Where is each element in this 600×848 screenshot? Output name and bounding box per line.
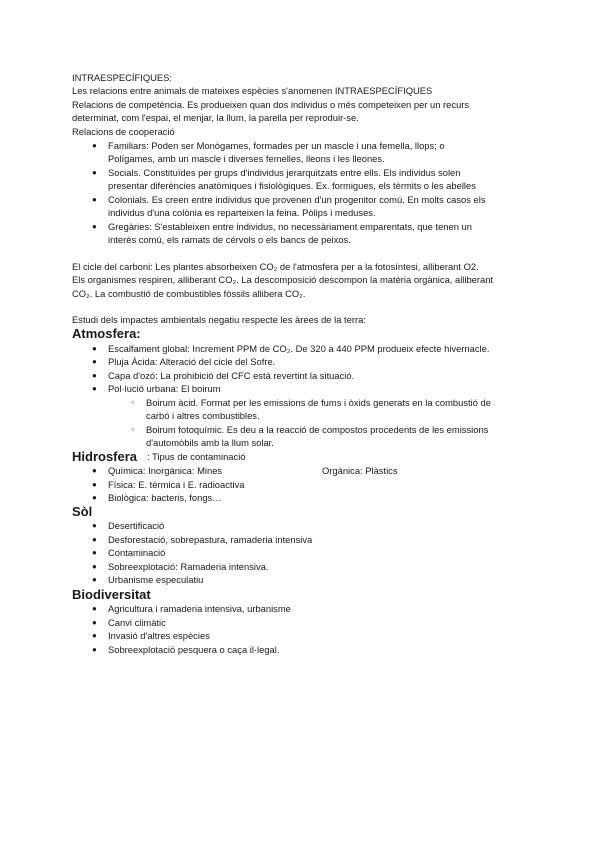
paragraph-line: determinat, com l'espai, el menjar, la llum, la parella per reproduir-se.	[72, 112, 359, 123]
bullet-icon: ●	[92, 466, 97, 475]
paragraph-line: Relacions de cooperació	[72, 126, 175, 137]
list-item: Colonials. Es creen entre individus que provenen d'un progenitor comú. En molts casos els	[108, 194, 486, 205]
list-item: Biològica: bacteris, fongs…	[108, 492, 222, 503]
bullet-icon: ●	[92, 357, 97, 366]
bullet-icon: ●	[92, 604, 97, 613]
heading-biodiversitat: Biodiversitat	[72, 587, 151, 602]
list-item: Socials. Constituïdes per grups d'individus jerarquitzats entre ells. Els individus solen	[108, 167, 461, 178]
list-item: Desforestació, sobrepastura, ramaderia intensiva	[108, 534, 313, 545]
bullet-icon: ●	[92, 521, 97, 530]
bullet-icon: ●	[92, 371, 97, 380]
heading-atmosfera: Atmosfera:	[72, 326, 141, 341]
circle-bullet-icon: ○	[131, 400, 135, 406]
sub-list-item: d'automòbils amb la llum solar.	[146, 437, 274, 448]
list-item: Escalfament global: Increment PPM de CO₂. De 320 a 440 PPM produeix efecte hivernacle.	[108, 343, 490, 354]
list-item: Química: Inorgànica: Mines	[108, 465, 223, 476]
sub-list-item: Boirum àcid. Format per les emissions de fums i òxids generats en la combustió de	[146, 397, 491, 408]
list-item: Física: E. tèrmica i E. radioactiva	[108, 479, 245, 490]
list-item: presentar diferències anatòmiques i fisiològiques. Ex. formigues, els tèrmits o les abelles	[108, 180, 476, 191]
list-item: Desertificació	[108, 520, 165, 531]
bullet-icon: ●	[92, 535, 97, 544]
bullet-icon: ●	[92, 575, 97, 584]
list-item: Gregàries: S'estableixen entre individus, no necessàriament emparentats, que tenen un	[108, 221, 472, 232]
bullet-icon: ●	[92, 168, 97, 177]
section-title: INTRAESPECÍFIQUES:	[72, 72, 173, 83]
list-item: Sobreexplotació pesquera o caça il·legal.	[108, 644, 280, 655]
bullet-icon: ●	[92, 141, 97, 150]
bullet-icon: ●	[92, 480, 97, 489]
heading-sol: Sòl	[72, 504, 93, 519]
bullet-icon: ●	[92, 493, 97, 502]
paragraph-line: Les relacions entre animals de mateixes espècies s'anomenen INTRAESPECÍFIQUES	[72, 85, 433, 96]
heading-suffix: : Tipus de contaminació	[147, 451, 246, 462]
paragraph-line: El cicle del carboni: Les plantes absorbeixen CO₂ de l'atmosfera per a la fotosíntesi, alliberant O2.	[72, 261, 479, 272]
bullet-icon: ●	[92, 384, 97, 393]
list-item-organica: Orgànica: Plàstics	[322, 465, 398, 476]
paragraph-line: Relacions de competència. Es produeixen quan dos individus o més competeixen per un recurs	[72, 99, 470, 110]
circle-bullet-icon: ○	[131, 427, 135, 433]
list-item: Capa d'ozó: La prohibició del CFC està revertint la situació.	[108, 370, 355, 381]
list-item: Pluja Àcida: Alteració del cicle del Sofre.	[108, 356, 276, 367]
bullet-icon: ●	[92, 344, 97, 353]
sub-list-item: Boirum fotoquímic. Es deu a la reacció de compostos procedents de les emissions	[146, 424, 489, 435]
bullet-icon: ●	[92, 645, 97, 654]
heading-hidrosfera: Hidrosfera	[72, 449, 138, 464]
bullet-icon: ●	[92, 618, 97, 627]
paragraph-line: Els organismes respiren, alliberant CO₂. La descomposició descompon la matèria orgànica, alliberant	[72, 274, 494, 285]
bullet-icon: ●	[92, 562, 97, 571]
list-item: individus d'una colònia es reparteixen la feina. Pòlips i meduses.	[108, 207, 376, 218]
bullet-icon: ●	[92, 195, 97, 204]
paragraph-line: Estudi dels impactes ambientals negatiu respecte les àrees de la terra:	[72, 314, 366, 325]
list-item: Polígames, amb un mascle i diverses femelles, lleons i les lleones.	[108, 153, 385, 164]
bullet-icon: ●	[92, 222, 97, 231]
list-item: interès comú, els ramats de cérvols o els bancs de peixos.	[108, 234, 351, 245]
list-item: Urbanisme especulatiu	[108, 574, 204, 585]
bullet-icon: ●	[92, 548, 97, 557]
list-item: Sobreexplotació: Ramaderia intensiva.	[108, 561, 269, 572]
list-item: Agricultura i ramaderia intensiva, urbanisme	[108, 603, 291, 614]
list-item: Pol·lució urbana: El boirum	[108, 383, 221, 394]
list-item: Canvi climàtic	[108, 617, 166, 628]
list-item: Contaminació	[108, 547, 166, 558]
paragraph-line: CO₂. La combustió de combustibles fòssils allibera CO₂.	[72, 288, 306, 299]
list-item: Invasió d'altres espècies	[108, 630, 210, 641]
bullet-icon: ●	[92, 631, 97, 640]
sub-list-item: carbó i altres combustibles.	[146, 410, 260, 421]
list-item: Familiars: Poden ser Monògames, formades per un mascle i una femella, llops; o	[108, 140, 445, 151]
